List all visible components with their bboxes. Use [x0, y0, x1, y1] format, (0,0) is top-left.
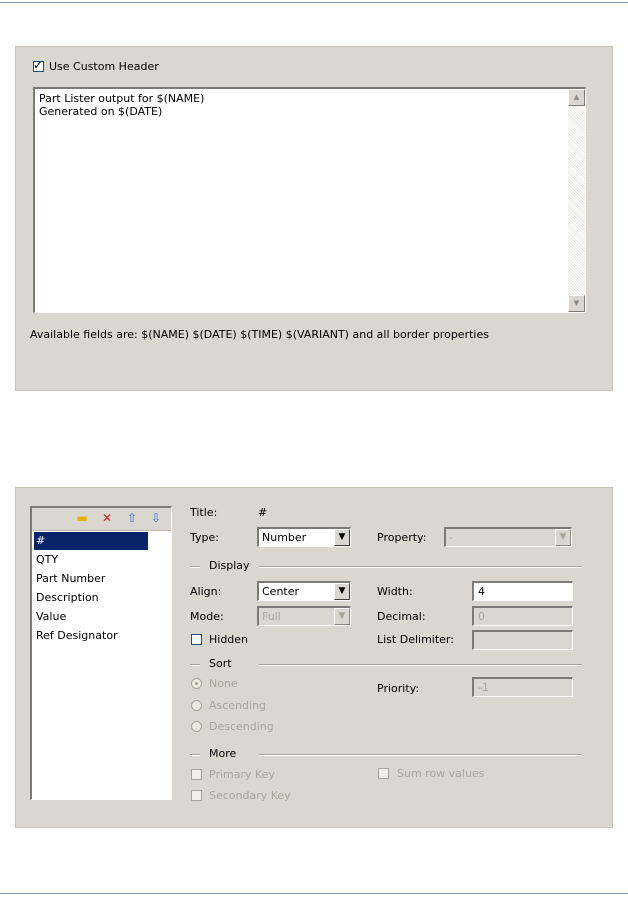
sort-group-label: Sort — [209, 657, 232, 670]
sort-group-line-left — [190, 664, 200, 666]
checkmark-icon: ✓ — [33, 58, 44, 72]
list-item[interactable]: Value — [36, 610, 67, 623]
display-group-line-right — [259, 566, 582, 568]
use-custom-header-label[interactable]: Use Custom Header — [49, 60, 159, 73]
scroll-up-icon[interactable]: ▲ — [568, 89, 585, 106]
property-select[interactable] — [444, 527, 572, 547]
more-group-label: More — [209, 747, 237, 760]
hidden-checkbox[interactable] — [191, 634, 202, 645]
width-label: Width: — [377, 585, 413, 598]
move-down-icon[interactable]: ⇩ — [150, 511, 162, 525]
decimal-input[interactable] — [472, 606, 573, 626]
template-line: Part Lister output for $(NAME) — [39, 92, 205, 105]
chevron-down-icon[interactable]: ▼ — [334, 608, 350, 625]
chevron-down-icon[interactable]: ▼ — [334, 583, 350, 600]
list-delimiter-label: List Delimiter: — [377, 633, 454, 646]
mode-select-value: Full — [262, 610, 281, 623]
width-input-value: 4 — [478, 585, 485, 598]
sort-none-label[interactable]: None — [209, 677, 238, 690]
bottom-rule — [0, 893, 628, 894]
sort-descending-radio[interactable] — [191, 721, 202, 732]
chevron-down-icon[interactable]: ▼ — [555, 529, 571, 546]
property-label: Property: — [377, 531, 427, 544]
secondary-key-label[interactable]: Secondary Key — [209, 789, 291, 802]
radio-dot-icon — [195, 682, 198, 685]
title-label: Title: — [190, 506, 218, 519]
mode-label: Mode: — [190, 610, 224, 623]
display-group-line-left — [190, 566, 200, 568]
header-template-textarea[interactable] — [33, 87, 586, 313]
delete-column-icon[interactable]: ✕ — [101, 511, 113, 525]
top-rule — [0, 2, 628, 3]
scroll-down-icon[interactable]: ▼ — [568, 295, 585, 312]
decimal-label: Decimal: — [377, 610, 426, 623]
mode-select[interactable] — [257, 606, 351, 626]
list-item[interactable]: Description — [36, 591, 99, 604]
sort-ascending-label[interactable]: Ascending — [209, 699, 267, 712]
type-select[interactable] — [257, 527, 351, 547]
sort-ascending-radio[interactable] — [191, 700, 202, 711]
priority-input[interactable] — [472, 677, 573, 697]
secondary-key-checkbox[interactable] — [191, 790, 202, 801]
priority-input-value: -1 — [478, 681, 489, 694]
property-select-value: - — [449, 531, 453, 544]
custom-header-panel — [15, 46, 613, 391]
decimal-input-value: 0 — [478, 610, 485, 623]
sort-group-line-right — [259, 664, 582, 666]
align-select-value: Center — [262, 585, 300, 598]
list-delimiter-input[interactable] — [472, 630, 573, 650]
column-list[interactable] — [30, 506, 172, 800]
list-item[interactable]: # — [34, 532, 148, 550]
sum-row-values-checkbox[interactable] — [378, 768, 389, 779]
sum-row-values-label[interactable]: Sum row values — [397, 767, 485, 780]
list-item[interactable]: Part Number — [36, 572, 106, 585]
sort-descending-label[interactable]: Descending — [209, 720, 274, 733]
template-line: Generated on $(DATE) — [39, 105, 163, 118]
sort-none-radio[interactable] — [191, 678, 202, 689]
more-group-line-left — [190, 754, 200, 756]
columns-panel — [15, 487, 613, 828]
hidden-label[interactable]: Hidden — [209, 633, 249, 646]
available-fields-note: Available fields are: $(NAME) $(DATE) $(TIME) $(VARIANT) and all border properties — [30, 328, 489, 341]
priority-label: Priority: — [377, 682, 420, 695]
use-custom-header-checkbox[interactable] — [33, 58, 44, 72]
header-template-text — [39, 92, 204, 118]
column-list-toolbar — [32, 508, 171, 531]
primary-key-label[interactable]: Primary Key — [209, 768, 275, 781]
align-select[interactable] — [257, 581, 351, 601]
type-label: Type: — [190, 531, 219, 544]
list-item[interactable]: QTY — [36, 553, 59, 566]
chevron-down-icon[interactable]: ▼ — [334, 529, 350, 546]
type-select-value: Number — [262, 531, 307, 544]
move-up-icon[interactable]: ⇧ — [126, 511, 138, 525]
align-label: Align: — [190, 585, 222, 598]
more-group-line-right — [259, 754, 582, 756]
width-input[interactable] — [472, 581, 573, 601]
new-column-icon[interactable]: ▬ — [76, 511, 88, 525]
primary-key-checkbox[interactable] — [191, 769, 202, 780]
list-item[interactable]: Ref Designator — [36, 629, 118, 642]
title-value: # — [258, 506, 268, 519]
display-group-label: Display — [209, 559, 250, 572]
vertical-scrollbar[interactable] — [568, 89, 585, 312]
